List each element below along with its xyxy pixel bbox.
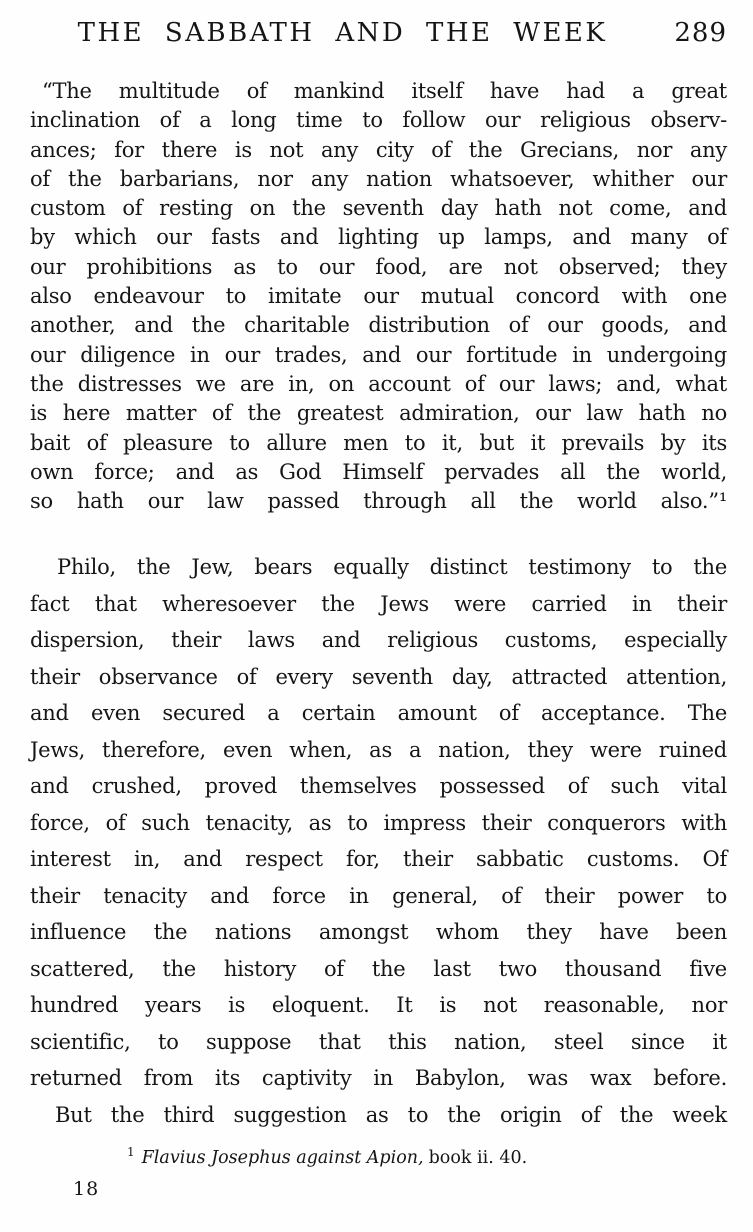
text-line: and crushed, proved themselves possessed of such vital [30, 774, 727, 799]
text-line: ances; for there is not any city of the Grecians, nor any [30, 137, 727, 162]
text-line: influence the nations amongst whom they have been [30, 920, 727, 945]
text-line: inclination of a long time to follow our religious observ- [30, 108, 727, 133]
text-line: the distresses we are in, on account of our laws; and, what [30, 371, 727, 396]
text-line: scientific, to suppose that this nation, steel since it [30, 1029, 727, 1054]
text-line: interest in, and respect for, their sabbatic customs. Of [30, 847, 727, 872]
text-line: “The multitude of mankind itself have had a great [42, 79, 727, 103]
text-line: fact that wheresoever the Jews were carried in their [30, 591, 727, 616]
text-line: of the barbarians, nor any nation whatsoever, whither our [30, 166, 727, 191]
text-line: Philo, the Jew, bears equally distinct testimony to the [57, 555, 727, 580]
text-line: Jews, therefore, even when, as a nation, they were ruined [30, 737, 727, 762]
text-line: hundred years is eloquent. It is not reasonable, nor [30, 993, 727, 1018]
text-line: their tenacity and force in general, of their power to [30, 883, 727, 908]
text-line: force, of such tenacity, as to impress their conquerors with [30, 810, 727, 835]
text-line: by which our fasts and lighting up lamps, and many of [30, 225, 727, 250]
text-line: But the third suggestion as to the origin of the week [55, 1102, 727, 1127]
text-line: our prohibitions as to our food, are not observed; they [30, 254, 727, 279]
footnote-work-title: Flavius Josephus against Apion, [141, 1148, 424, 1169]
text-line: another, and the charitable distribution of our goods, and [30, 313, 727, 338]
page-title: THE SABBATH AND THE WEEK [77, 18, 608, 48]
footnote-reference: book ii. 40. [428, 1148, 528, 1169]
running-header [30, 16, 727, 50]
text-line: scattered, the history of the last two thousand five [30, 956, 727, 981]
text-line: also endeavour to imitate our mutual concord with one [30, 284, 727, 309]
page-number: 289 [674, 18, 727, 48]
text-line: bait of pleasure to allure men to it, but it prevails by its [30, 430, 727, 455]
footnote-marker: 1 [127, 1145, 135, 1160]
text-line: custom of resting on the seventh day hath not come, and [30, 196, 727, 221]
text-line: and even secured a certain amount of acceptance. The [30, 701, 727, 726]
text-line: own force; and as God Himself pervades all the world, [30, 459, 727, 484]
text-line: dispersion, their laws and religious customs, especially [30, 628, 727, 653]
text-line: returned from its captivity in Babylon, was wax before. [30, 1066, 727, 1091]
text-line: so hath our law passed through all the world also.”¹ [30, 489, 727, 514]
text-line: their observance of every seventh day, attracted attention, [30, 664, 727, 689]
body-paragraph-philo [30, 549, 727, 1097]
body-paragraph-third-suggestion [30, 1097, 727, 1134]
quote-paragraph [30, 77, 727, 516]
text-line: our diligence in our trades, and our fortitude in undergoing [30, 342, 727, 367]
text-line: is here matter of the greatest admiration, our law hath no [30, 401, 727, 426]
signature-mark: 18 [73, 1178, 100, 1201]
footnote [30, 1145, 727, 1168]
